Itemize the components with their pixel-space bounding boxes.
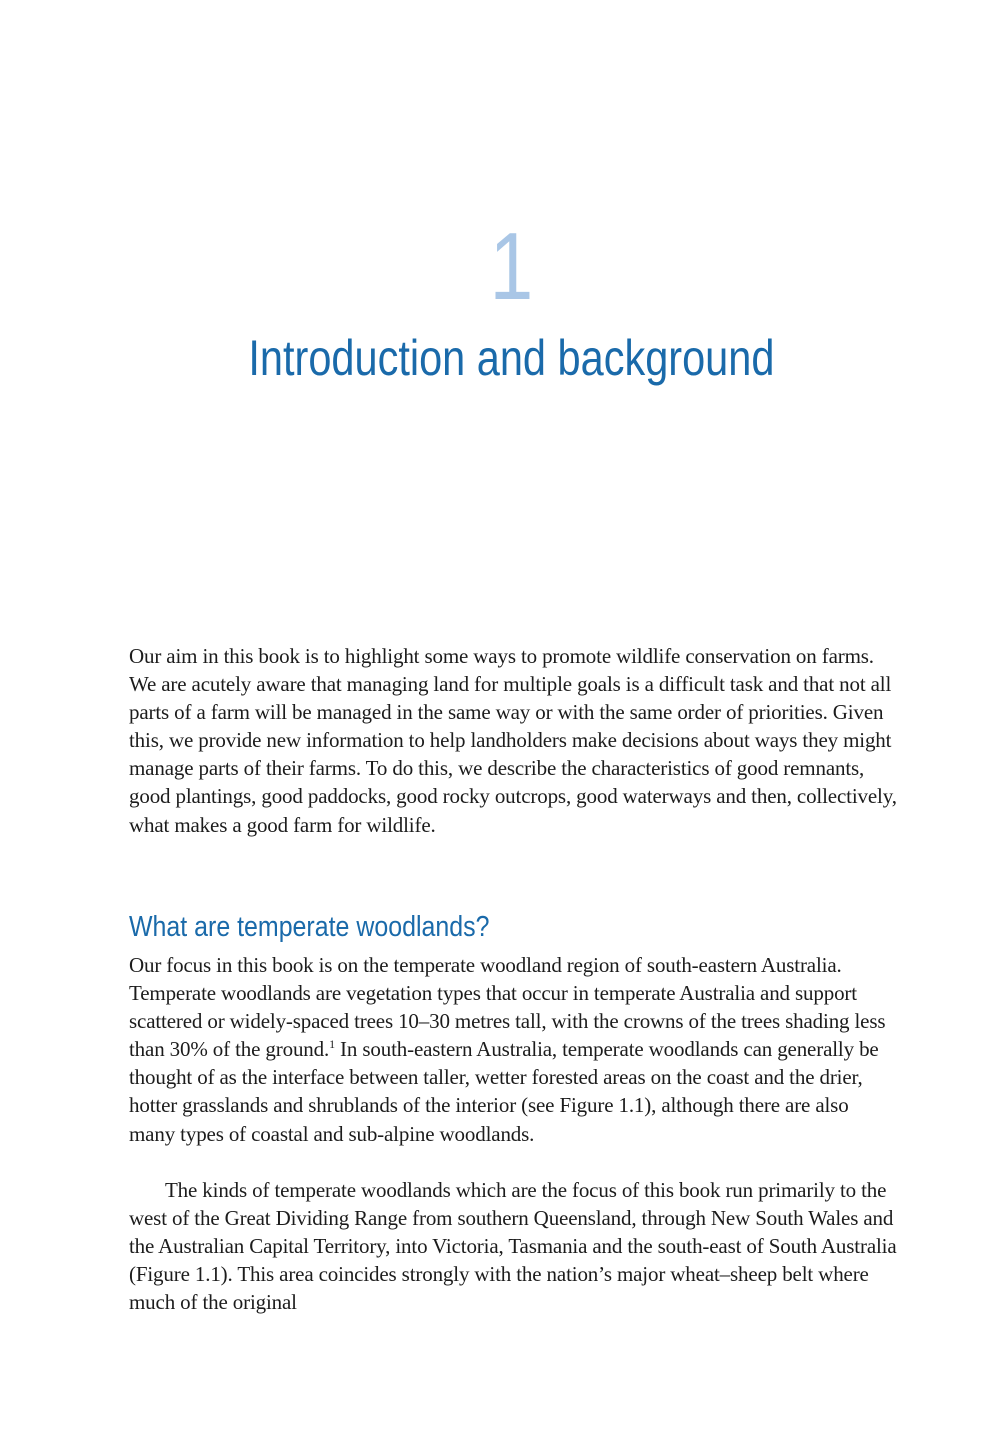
section-heading: What are temperate woodlands?: [129, 911, 490, 943]
section-paragraph-1: [129, 951, 899, 1148]
footnote-reference: 1: [329, 1037, 335, 1052]
section-paragraph-2: The kinds of temperate woodlands which are the focus of this book run primarily to the west of the Great Dividing Range from southern Queensland, through New South Wales and the Australian Capital Territory, into Victoria, Tasmania and the south-east of South Australia (Figure 1.1). This area coincides strongly with the nation’s major wheat–sheep belt where much of the original: [129, 1178, 897, 1315]
chapter-number: 1: [489, 213, 534, 320]
section-paragraph-1-part-2: In south-eastern Australia, temperate woodlands can generally be thought of as the interface between taller, wetter forested areas on the coast and the drier, hotter grasslands and shrublands of the interior (see Figure 1.1), although there are also many types of coastal and sub-alpine woodlands.: [129, 1037, 879, 1146]
chapter-title: Introduction and background: [248, 330, 775, 386]
intro-paragraph: Our aim in this book is to highlight some ways to promote wildlife conservation on farms. We are acutely aware that managing land for multiple goals is a difficult task and that not all parts of a farm will be managed in the same way or with the same order of priorities. Given this, we provide new information to help landholders make decisions about ways they might manage parts of their farms. To do this, we describe the characteristics of good remnants, good plantings, good paddocks, good rocky outcrops, good waterways and then, collectively, what makes a good farm for wildlife.: [129, 644, 897, 837]
section-paragraph-1-part-1: Our focus in this book is on the temperate woodland region of south-eastern Australia. Temperate woodlands are vegetation types that occur in temperate Australia and support scattered or widely-spaced trees 10–30 metres tall, with the crowns of the trees shading less than 30% of the ground.: [129, 953, 886, 1062]
